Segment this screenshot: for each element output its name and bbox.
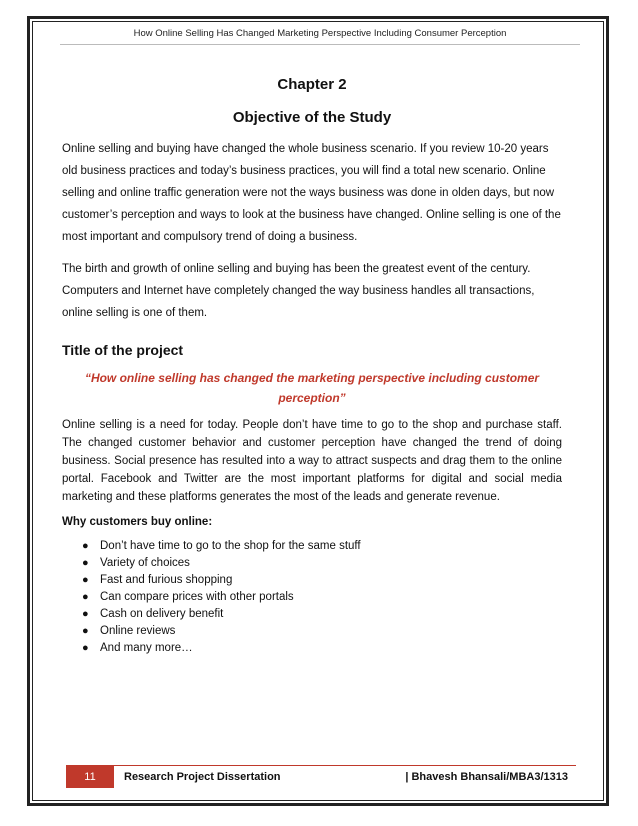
list-item	[82, 555, 562, 572]
list-item	[82, 572, 562, 589]
footer-document-title: Research Project Dissertation	[124, 771, 281, 783]
bullet-icon: ●	[82, 557, 89, 569]
bullet-icon: ●	[82, 642, 89, 654]
list-item	[82, 640, 562, 657]
chapter-title: Chapter 2	[277, 76, 347, 93]
running-header: How Online Selling Has Changed Marketing Perspective Including Consumer Perception	[133, 28, 507, 39]
why-buy-list	[62, 538, 562, 657]
intro-paragraph-1: Online selling and buying have changed the whole business scenario. If you review 10-20 years old business practices and today’s business practices, you will find a total new scenario. Online selling and online traffic generation were not the ways business was done in olden days, but now customer’s perception and ways to look at the business have changed. Online selling is one of the most important and compulsory trend of doing a business.	[62, 143, 561, 243]
list-item	[82, 623, 562, 640]
footer-author: | Bhavesh Bhansali/MBA3/1313	[405, 771, 568, 783]
bullet-icon: ●	[82, 540, 89, 552]
bullet-icon: ●	[82, 574, 89, 586]
page-number-badge: 11	[66, 766, 114, 788]
list-item-text: Don’t have time to go to the shop for the same stuff	[100, 540, 361, 552]
why-buy-heading: Why customers buy online:	[62, 516, 213, 528]
objective-heading: Objective of the Study	[232, 109, 392, 126]
list-item	[82, 538, 562, 555]
project-title-quote: “How online selling has changed the marketing perspective including customer perception”	[84, 371, 540, 405]
list-item	[82, 589, 562, 606]
list-item-text: Fast and furious shopping	[100, 574, 233, 586]
list-item-text: And many more…	[100, 642, 193, 654]
list-item-text: Can compare prices with other portals	[100, 591, 294, 603]
project-title-heading: Title of the project	[62, 342, 184, 358]
intro-paragraph-2: The birth and growth of online selling and buying has been the greatest event of the century. Computers and Internet have completely changed the way business handles all transactions, online selling is one of them.	[62, 263, 535, 319]
list-item-text: Variety of choices	[100, 557, 190, 569]
bullet-icon: ●	[82, 591, 89, 603]
list-item	[82, 606, 562, 623]
bullet-icon: ●	[82, 625, 89, 637]
page-content	[62, 76, 562, 657]
bullet-icon: ●	[82, 608, 89, 620]
project-body-paragraph: Online selling is a need for today. People don’t have time to go to the shop and purchase staff. The changed customer behavior and customer perception have changed the trend of doing business. Social presence has resulted into a way to attract suspects and drag them to the online portal. Facebook and Twitter are the most important platforms for digital and social media marketing and these platforms generates the most of the leads and generate revenue.	[62, 419, 562, 503]
list-item-text: Cash on delivery benefit	[100, 608, 224, 620]
header-divider	[60, 44, 580, 45]
list-item-text: Online reviews	[100, 625, 176, 637]
page-footer	[66, 765, 576, 788]
